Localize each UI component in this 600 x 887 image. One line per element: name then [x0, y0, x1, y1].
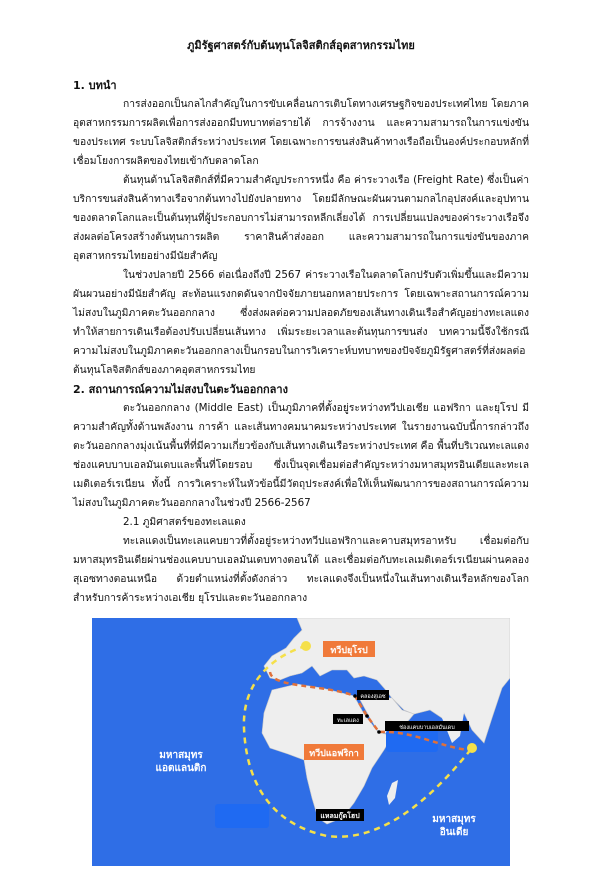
- red-sea-dot: [365, 714, 369, 718]
- paragraph: การส่งออกเป็นกลไกสำคัญในการขับเคลื่อนการเติบโตทางเศรษฐกิจของประเทศไทย โดยภาคอุตสาหกรรมการผลิตเพื่อการส่งออกมีบทบาทต่อรายได้ การจ้างงาน และความสามารถในการแข่งขันของประเทศ ระบบโลจิสติกส์ระหว่างประเทศ โดยเฉพาะการขนส่งสินค้าทางเรือถือเป็นองค์ประกอบหลักที่เชื่อมโยงการผลิตของไทยเข้ากับตลาดโลก: [73, 98, 529, 167]
- paragraph: ในช่วงปลายปี 2566 ต่อเนื่องถึงปี 2567 ค่าระวางเรือในตลาดโลกปรับตัวเพิ่มขึ้นและมีความผันผวนอย่างมีนัยสำคัญ สะท้อนแรงกดดันจากปัจจัยภายนอกหลายประการ โดยเฉพาะสถานการณ์ความไม่สงบในภูมิภาคตะวันออกกลาง ซึ่งส่งผลต่อความปลอดภัยของเส้นทางเดินเรือสำคัญอย่างทะเลแดง ทำให้สายการเดินเรือต้องปรับเปลี่ยนเส้นทาง เพิ่มระยะเวลาและต้นทุนการขนส่ง บทความนี้จึงใช้กรณีความไม่สงบในภูมิภาคตะวันออกกลางเป็นกรอบในการวิเคราะห์บทบาทของปัจจัยภูมิรัฐศาสตร์ที่ส่งผลต่อต้นทุนโลจิสติกส์ของภาคอุตสาหกรรมไทย: [73, 269, 529, 376]
- section-heading-intro: 1. บทนำ: [73, 79, 117, 92]
- section-heading-middle-east: 2. สถานการณ์ความไม่สงบในตะวันออกกลาง: [73, 383, 288, 396]
- asia-port-dot: [467, 743, 477, 753]
- paragraph: ต้นทุนด้านโลจิสติกส์ที่มีความสำคัญประการหนึ่ง คือ ค่าระวางเรือ (Freight Rate) ซึ่งเป็นค่าบริการขนส่งสินค้าทางเรือจากต้นทางไปยังปลายทาง โดยมีลักษณะผันผวนตามกลไกอุปสงค์และอุปทานของตลาดโลกและเป็นต้นทุนที่ผู้ประกอบการไม่สามารถหลีกเลี่ยงได้ การเปลี่ยนแปลงของค่าระวางเรือจึงส่งผลต่อโครงสร้างต้นทุนการผลิต ราคาสินค้าส่งออก และความสามารถในการแข่งขันของภาคอุตสาหกรรมไทยอย่างมีนัยสำคัญ: [73, 174, 529, 262]
- bab-label: ช่องแคบบาบเอลมันเดบ: [399, 725, 455, 731]
- suez-dot: [353, 694, 357, 698]
- atlantic-label-line2: แอตแลนติก: [155, 763, 207, 774]
- indian-label-line2: อินเดีย: [439, 827, 469, 838]
- red-sea-route-map: [92, 618, 510, 866]
- document-title: ภูมิรัฐศาสตร์กับต้นทุนโลจิสติกส์อุตสาหกรรมไทย: [187, 39, 415, 52]
- europe-port-dot: [301, 641, 311, 651]
- bab-dot: [377, 730, 381, 734]
- paragraph: ทะเลแดงเป็นทะเลแคบยาวที่ตั้งอยู่ระหว่างทวีปแอฟริกาและคาบสมุทรอาหรับ เชื่อมต่อกับมหาสมุทรอินเดียผ่านช่องแคบบาบเอลมันเดบทางตอนใต้ และเชื่อมต่อกับทะเลเมดิเตอร์เรเนียนผ่านคลองสุเอซทางตอนเหนือ ด้วยตำแหน่งที่ตั้งดังกล่าว ทะเลแดงจึงเป็นหนึ่งในเส้นทางเดินเรือหลักของโลก สำหรับการค้าระหว่างเอเชีย ยุโรปและตะวันออกกลาง: [73, 535, 529, 604]
- suez-label: คลองสุเอซ: [360, 694, 386, 700]
- blank-patch: [215, 804, 269, 828]
- africa-label: ทวีปแอฟริกา: [309, 749, 359, 759]
- indian-label-line1: มหาสมุทร: [432, 814, 476, 825]
- document-page: [73, 0, 529, 866]
- subheading-red-sea: 2.1 ภูมิศาสตร์ของทะเลแดง: [123, 516, 246, 528]
- atlantic-label-line1: มหาสมุทร: [159, 750, 203, 761]
- europe-label: ทวีปยุโรป: [330, 646, 368, 656]
- red-sea-label: ทะเลแดง: [337, 718, 359, 724]
- good-hope-label: แหลมกู๊ดโฮป: [320, 812, 360, 820]
- paragraph: ตะวันออกกลาง (Middle East) เป็นภูมิภาคที่ตั้งอยู่ระหว่างทวีปเอเชีย แอฟริกา และยุโรป มีความสำคัญทั้งด้านพลังงาน การค้า และเส้นทางคมนาคมระหว่างประเทศ ในรายงานฉบับนี้การกล่าวถึงตะวันออกกลางมุ่งเน้นพื้นที่ที่มีความเกี่ยวข้องกับเส้นทางเดินเรือระหว่างประเทศ คือ พื้นที่บริเวณทะเลแดงช่องแคบบาบเอลมันเดบและพื้นที่โดยรอบ ซึ่งเป็นจุดเชื่อมต่อสำคัญระหว่างมหาสมุทรอินเดียและทะเลเมดิเตอร์เรเนียน ทั้งนี้ การวิเคราะห์ในหัวข้อนี้มีวัตถุประสงค์เพื่อให้เห็นพัฒนาการของสถานการณ์ความไม่สงบในภูมิภาคตะวันออกกลางในช่วงปี 2566-2567: [73, 402, 529, 509]
